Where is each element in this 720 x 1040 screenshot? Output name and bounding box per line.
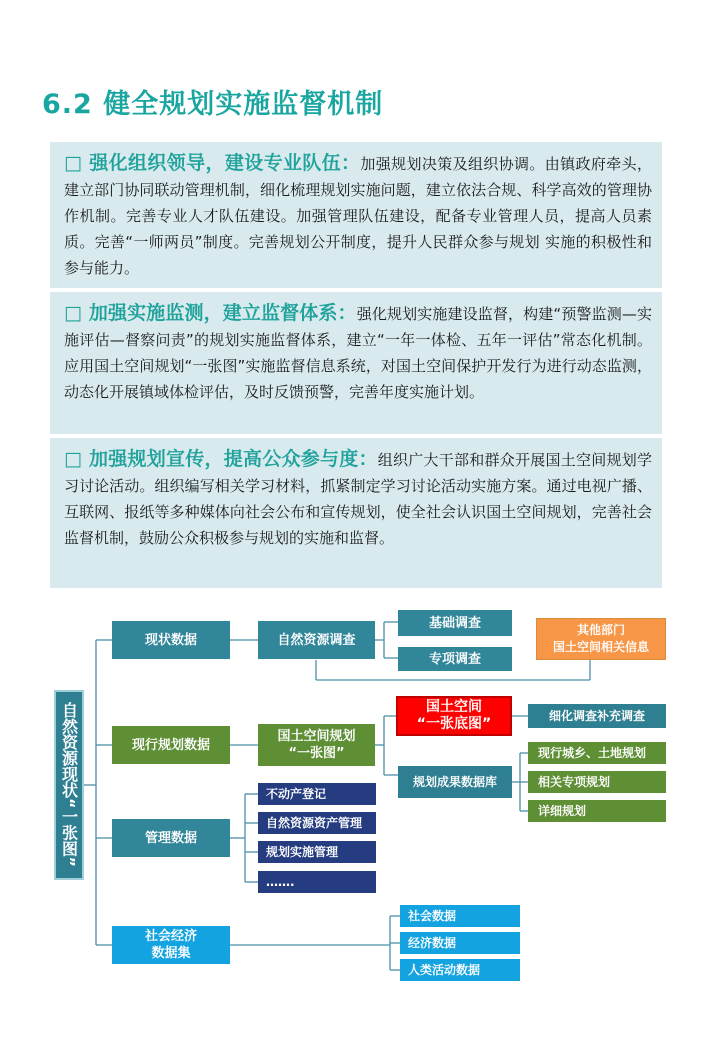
socio-item-node: 人类活动数据 <box>400 959 520 981</box>
base-map-line-1: 国土空间 <box>426 699 482 715</box>
mgmt-item-node: 自然资源资产管理 <box>258 812 376 834</box>
paragraph-heading: □ 加强规划宣传，提高公众参与度： <box>64 448 378 470</box>
other-dept-line-1: 其他部门 <box>576 623 625 637</box>
plan-map-line-2: “一张图” <box>288 746 345 761</box>
socio-line-1: 社会经济 <box>144 929 197 944</box>
socio-item-node: 社会数据 <box>400 905 520 927</box>
plan-item-node: 详细规划 <box>528 800 666 822</box>
refine-survey-node: 细化调查补充调查 <box>528 704 666 728</box>
current-plan-node: 现行规划数据 <box>112 726 230 764</box>
socio-data-node <box>112 926 230 964</box>
diagram-root-node: 自然资源现状“一张图” <box>54 690 84 880</box>
special-survey-node: 专项调查 <box>398 647 512 671</box>
mgmt-item-node: ……. <box>258 871 376 893</box>
plan-item-node: 相关专项规划 <box>528 771 666 793</box>
plan-map-line-1: 国土空间规划 <box>277 729 356 744</box>
paragraph-heading: □ 强化组织领导，建设专业队伍： <box>64 152 361 174</box>
other-dept-line-2: 国土空间相关信息 <box>552 640 649 654</box>
base-map-node <box>396 696 512 736</box>
paragraph-body: 加强规划决策及组织协调。由镇政府牵头，建立部门协同联动管理机制，细化梳理规划实施问题，建立依法合规、科学高效的管理协作机制。完善专业人才队伍建设。加强管理队伍建设，配备专业管理人员，提高人员素质。完善“一师两员”制度。完善规划公开制度，提升人民群众参与规划 实施的积极性和参与能力。 <box>64 155 652 277</box>
paragraph-body: 强化规划实施建设监督，构建“预警监测—实施评估—督察问责”的规划实施监督体系，建立“一年一体检、五年一评估”常态化机制。应用国土空间规划“一张图”实施监督信息系统，对国土空间保护开发行为进行动态监测，动态化开展镇域体检评估，及时反馈预警，完善年度实施计划。 <box>64 305 652 401</box>
socio-item-node: 经济数据 <box>400 932 520 954</box>
plan-map-node <box>258 724 375 766</box>
status-data-node: 现状数据 <box>112 621 230 659</box>
result-db-node: 规划成果数据库 <box>398 766 512 798</box>
natural-survey-node: 自然资源调查 <box>258 621 375 659</box>
paragraph-body: 组织广大干部和群众开展国土空间规划学习讨论活动。组织编写相关学习材料，抓紧制定学习讨论活动实施方案。通过电视广播、互联网、报纸等多种媒体向社会公布和宣传规划，使全社会认识国土空间规划，完善社会监督机制，鼓励公众积极参与规划的实施和监督。 <box>64 451 652 547</box>
section-title: 6.2 健全规划实施监督机制 <box>42 89 384 120</box>
paragraph-heading: □ 加强实施监测，建立监督体系： <box>64 302 357 324</box>
plan-item-node: 现行城乡、土地规划 <box>528 742 666 764</box>
base-map-line-2: “一张底图” <box>416 716 492 732</box>
other-dept-node <box>536 618 666 660</box>
basic-survey-node: 基础调查 <box>398 610 512 636</box>
mgmt-item-node: 规划实施管理 <box>258 841 376 863</box>
mgmt-data-node: 管理数据 <box>112 819 230 857</box>
socio-line-2: 数据集 <box>151 946 191 961</box>
mgmt-item-node: 不动产登记 <box>258 783 376 805</box>
